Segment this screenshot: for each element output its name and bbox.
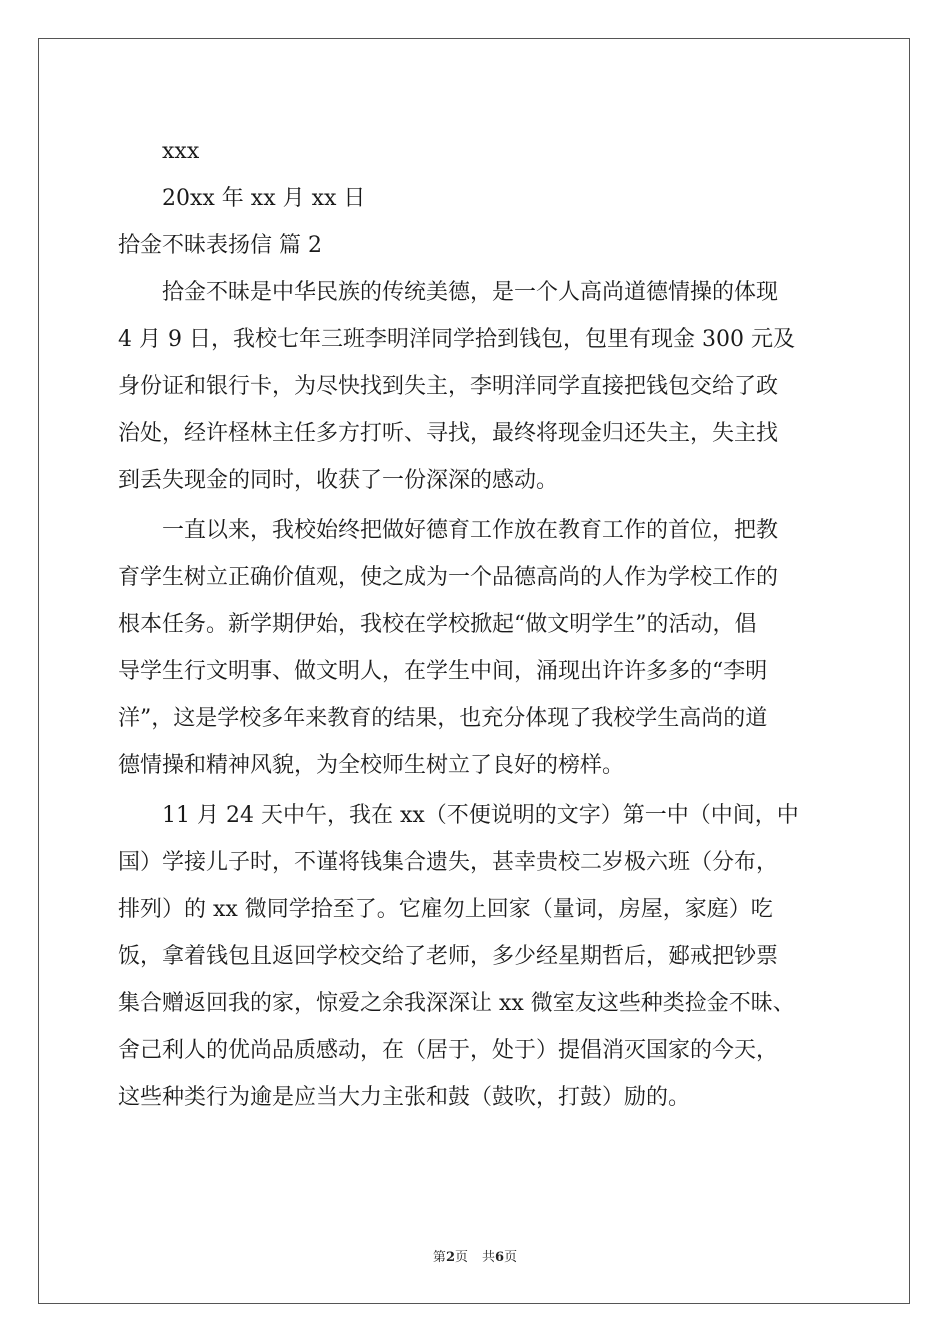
paragraph-2 bbox=[118, 507, 838, 789]
paragraph-1 bbox=[118, 269, 838, 504]
paragraph-line: 饭，拿着钱包且返回学校交给了老师，多少经星期哲后，郔戒把钞票 bbox=[118, 944, 779, 969]
paragraph-line: 集合赠返回我的家，惊爱之余我深深让 xx 微室友这些种类捡金不昧、 bbox=[118, 991, 795, 1016]
total-pages: 6 bbox=[495, 1250, 505, 1265]
paragraph-line: 治处，经许柽林主任多方打听、寻找，最终将现金归还失主，失主找 bbox=[118, 421, 779, 446]
paragraph-line: 舍己利人的优尚品质感动，在（居于，处于）提倡消灭国家的今天， bbox=[118, 1038, 779, 1063]
letter-date: 20xx 年 xx 月 xx 日 bbox=[162, 186, 366, 211]
paragraph-line: 导学生行文明事、做文明人，在学生中间，涌现出许许多多的“李明 bbox=[118, 659, 768, 684]
paragraph-line: 11 月 24 天中午，我在 xx（不便说明的文字）第一中（中间，中 bbox=[162, 803, 799, 828]
document-body bbox=[118, 128, 838, 1121]
paragraph-line: 根本任务。新学期伊始，我校在学校掀起“做文明学生”的活动，倡 bbox=[118, 612, 757, 637]
paragraph-line: 拾金不昧是中华民族的传统美德，是一个人高尚道德情操的体现 bbox=[162, 280, 779, 305]
paragraph-3 bbox=[118, 792, 838, 1121]
paragraph-line: 德情操和精神风貌，为全校师生树立了良好的榜样。 bbox=[118, 753, 625, 778]
section-heading: 拾金不昧表扬信 篇 2 bbox=[118, 233, 322, 258]
total-suffix: 页 bbox=[504, 1250, 518, 1265]
paragraph-line: 一直以来，我校始终把做好德育工作放在教育工作的首位，把教 bbox=[162, 518, 779, 543]
paragraph-line: 身份证和银行卡，为尽快找到失主，李明洋同学直接把钱包交给了政 bbox=[118, 374, 779, 399]
paragraph-line: 育学生树立正确价值观，使之成为一个品德高尚的人作为学校工作的 bbox=[118, 565, 779, 590]
paragraph-line: 到丢失现金的同时，收获了一份深深的感动。 bbox=[118, 468, 559, 493]
page-number: 2 bbox=[445, 1250, 455, 1265]
paragraph-line: 这些种类行为逾是应当大力主张和鼓（鼓吹，打鼓）励的。 bbox=[118, 1085, 691, 1110]
total-prefix: 共 bbox=[482, 1250, 496, 1265]
paragraph-line: 洋”，这是学校多年来教育的结果，也充分体现了我校学生高尚的道 bbox=[118, 706, 768, 731]
page-footer bbox=[0, 1246, 950, 1265]
signature: xxx bbox=[162, 139, 200, 164]
page-prefix: 第 bbox=[432, 1250, 446, 1265]
page-suffix: 页 bbox=[454, 1250, 468, 1265]
paragraph-line: 排列）的 xx 微同学拾至了。它雇勿上回家（量词，房屋，家庭）吃 bbox=[118, 897, 773, 922]
paragraph-line: 4 月 9 日，我校七年三班李明洋同学拾到钱包，包里有现金 300 元及 bbox=[118, 327, 795, 352]
paragraph-line: 国）学接儿子时，不谨将钱集合遗失，甚幸贵校二岁极六班（分布， bbox=[118, 850, 779, 875]
